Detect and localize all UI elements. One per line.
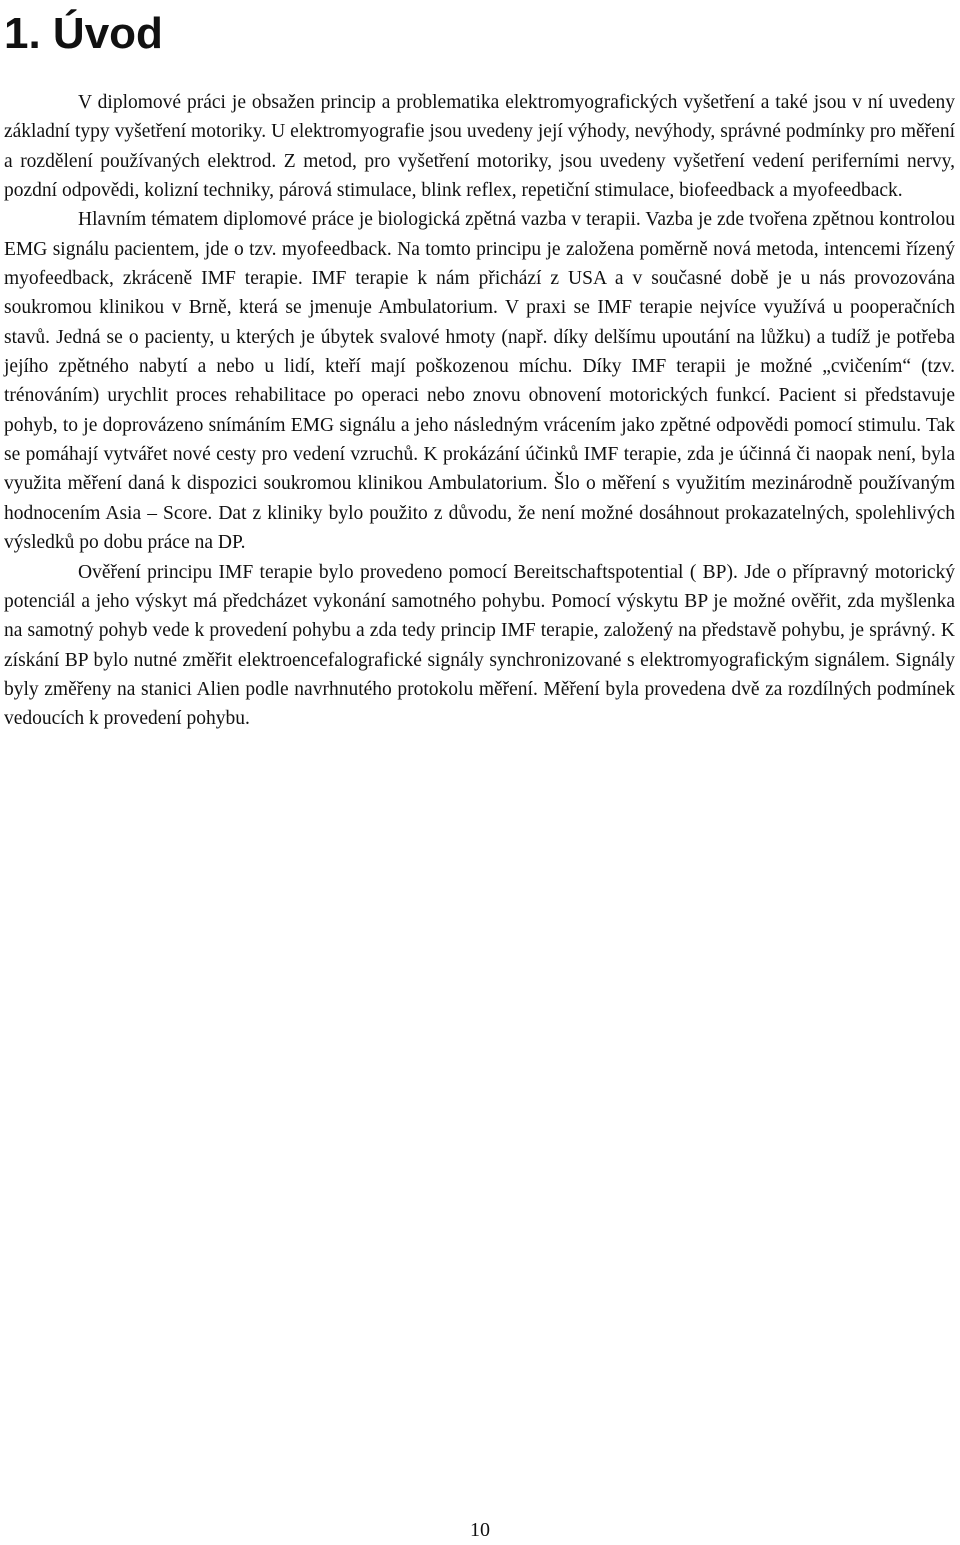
paragraph-intro-part-2: Z metod, pro vyšetření motoriky, jsou uvedeny vyšetření vedení periferními nervy, pozdní odpovědi, kolizní techniky, párová stimulace, blink reflex, repetiční stimulace, biofeedback a myofeedback. xyxy=(4,150,955,202)
paragraph-intro xyxy=(4,88,955,205)
page-number: 10 xyxy=(470,1519,490,1541)
paragraph-intro-part-1: V diplomové práci je obsažen princip a problematika elektromyografických vyšetření a také jsou v ní uvedeny základní typy vyšetření motoriky. U elektromyografie jsou uvedeny její výhody, nevýhody, správné podmínky pro měření a rozdělení používaných elektrod. xyxy=(4,92,955,172)
section-heading: 1. Úvod xyxy=(4,9,163,58)
paragraph-verification xyxy=(4,558,955,734)
body-text xyxy=(4,88,955,734)
paragraph-topic xyxy=(4,205,955,557)
paragraph-topic-text: Hlavním tématem diplomové práce je biologická zpětná vazba v terapii. Vazba je zde tvořena zpětnou kontrolou EMG signálu pacientem, jde o tzv. myofeedback. Na tomto principu je založena poměrně nová metoda, intencemi řízený myofeedback, zkráceně IMF terapie. IMF terapie k nám přichází z USA a v současné době je u nás provozována soukromou klinikou v Brně, která se jmenuje Ambulatorium. V praxi se IMF terapie nejvíce využívá u pooperačních stavů. Jedná se o pacienty, u kterých je úbytek svalové hmoty (např. díky delšímu upoutání na lůžku) a tudíž je potřeba jejího zpětného nabytí a nebo u lidí, kteří mají poškozenou míchu. Díky IMF terapii je možné „cvičením“ (tzv. trénováním) urychlit proces rehabilitace po operaci nebo znovu obnovení motorických funkcí. Pacient si představuje pohyb, to je doprovázeno snímáním EMG signálu a jeho následným vrácením jako zpětné odpovědi pomocí stimulu. Tak se pomáhají vytvářet nové cesty pro vedení vzruchů. K prokázání účinků IMF terapie, zda je účinná či naopak není, byla využita měření daná k dispozici soukromou klinikou Ambulatorium. Šlo o měření s využitím mezinárodně používaným hodnocením Asia – Score. Dat z kliniky bylo použito z důvodu, že není možné dosáhnout prokazatelných, spolehlivých výsledků po dobu práce na DP. xyxy=(4,209,955,554)
paragraph-verification-text: Ověření principu IMF terapie bylo provedeno pomocí Bereitschaftspotential ( BP). Jde o přípravný motorický potenciál a jeho výskyt má předcházet vykonání samotného pohybu. Pomocí výskytu BP je možné ověřit, zda myšlenka na samotný pohyb vede k provedení pohybu a zda tedy princip IMF terapie, založený na představě pohybu, je správný. K získání BP bylo nutné změřit elektroencefalografické signály synchronizované s elektromyografickým signálem. Signály byly změřeny na stanici Alien podle navrhnutého protokolu měření. Měření byla provedena dvě za rozdílných podmínek vedoucích k provedení pohybu. xyxy=(4,561,955,730)
